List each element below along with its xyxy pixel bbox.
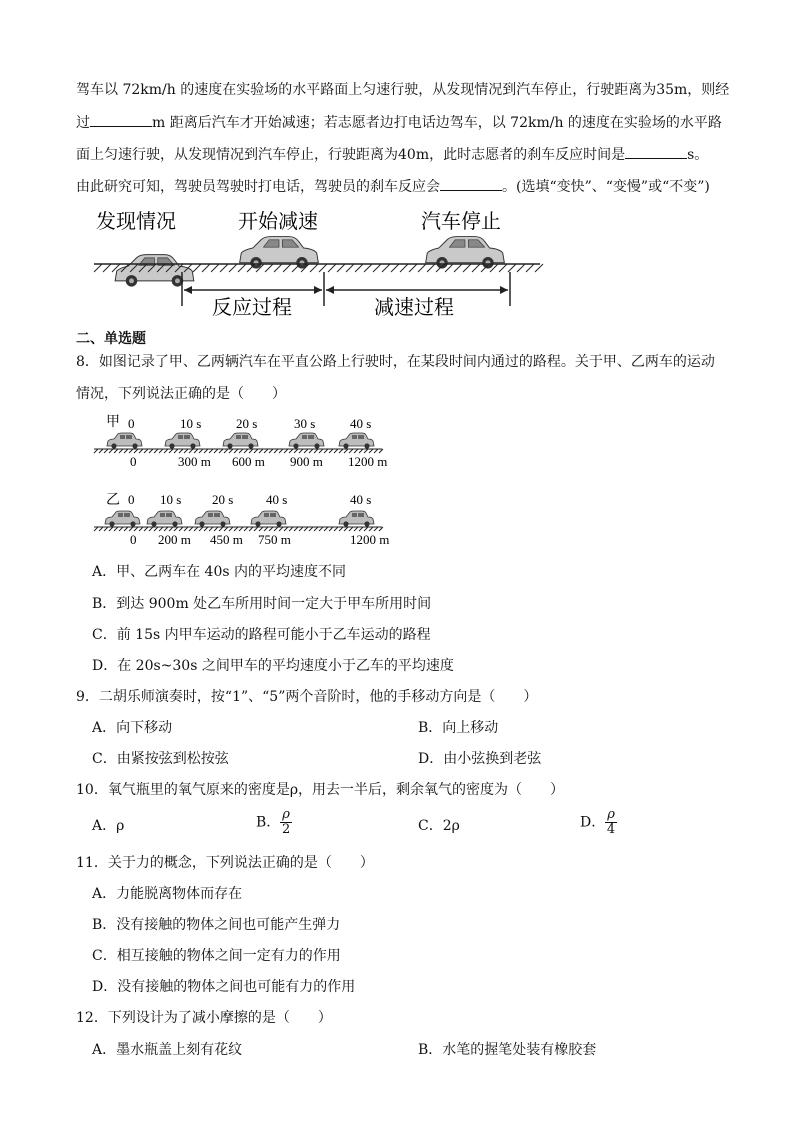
- distance-label: 0: [130, 454, 137, 469]
- car-jia-label: 甲: [106, 414, 120, 430]
- hatch-stroke: [454, 264, 462, 272]
- hatch-stroke: [119, 527, 123, 531]
- hatch-stroke: [324, 527, 328, 531]
- q8-option-a[interactable]: A．甲、乙两车在 40s 内的平均速度不同: [92, 564, 347, 580]
- hatch-stroke: [211, 264, 219, 272]
- hatch-stroke: [159, 527, 163, 531]
- hatch-stroke: [517, 264, 525, 272]
- hatch-stroke: [254, 449, 258, 453]
- hatch-stroke: [202, 264, 210, 272]
- car-icon: [147, 511, 182, 527]
- hatch-stroke: [269, 449, 273, 453]
- fraction: [605, 808, 617, 837]
- hatch-stroke: [244, 449, 248, 453]
- hatch-stroke: [374, 527, 378, 531]
- hatch-stroke: [219, 527, 223, 531]
- answer-blank[interactable]: [625, 144, 687, 159]
- hatch-stroke: [204, 527, 208, 531]
- q12-option-b[interactable]: B．水笔的握笔处装有橡胶套: [418, 1042, 597, 1058]
- q7-line-3: [76, 144, 708, 165]
- hatch-stroke: [349, 527, 353, 531]
- hatch-stroke: [329, 449, 333, 453]
- hatch-stroke: [264, 449, 268, 453]
- hatch-stroke: [184, 527, 188, 531]
- hatch-stroke: [346, 264, 354, 272]
- hatch-stroke: [129, 449, 133, 453]
- hatch-stroke: [364, 527, 368, 531]
- hatch-stroke: [391, 264, 399, 272]
- hatch-stroke: [304, 449, 308, 453]
- hatch-stroke: [124, 527, 128, 531]
- q8-option-c[interactable]: C．前 15s 内甲车运动的路程可能小于乙车运动的路程: [92, 627, 431, 643]
- q9-stem: 9．二胡乐师演奏时，按“1”、“5”两个音阶时，他的手移动方向是（ ）: [76, 689, 538, 705]
- hatch-stroke: [149, 527, 153, 531]
- hatch-stroke: [374, 449, 378, 453]
- fraction-numerator: ρ: [282, 807, 290, 822]
- fraction: [280, 808, 292, 837]
- hatch-stroke: [220, 264, 228, 272]
- q7-line-1: 驾车以 72km/h 的速度在实验场的水平路面上匀速行驶，从发现情况到汽车停止，行驶距离为35m，则经: [76, 82, 730, 98]
- hatch-stroke: [354, 449, 358, 453]
- distance-label: 0: [130, 532, 137, 547]
- hatch-stroke: [284, 527, 288, 531]
- hatch-stroke: [99, 527, 103, 531]
- hatch-stroke: [334, 449, 338, 453]
- hatch-stroke: [109, 449, 113, 453]
- hatch-stroke: [265, 264, 273, 272]
- hatch-stroke: [379, 527, 383, 531]
- hatch-stroke: [369, 527, 373, 531]
- section-heading: 二、单选题: [76, 331, 146, 347]
- hatch-stroke: [369, 449, 373, 453]
- car-icon: [165, 433, 200, 449]
- q11-option-d[interactable]: D．没有接触的物体之间也可能有力的作用: [92, 979, 356, 995]
- hatch-stroke: [169, 449, 173, 453]
- hatch-stroke: [164, 527, 168, 531]
- label-car-stop: 汽车停止: [421, 209, 501, 233]
- hatch-stroke: [154, 449, 158, 453]
- hatch-stroke: [373, 264, 381, 272]
- hatch-stroke: [274, 264, 282, 272]
- braking-process-figure: [88, 202, 548, 322]
- q7-text: 。(选填“变快”、“变慢”或“不变”): [502, 179, 710, 195]
- option-label: D．: [580, 814, 606, 831]
- hatch-stroke: [314, 449, 318, 453]
- hatch-stroke: [328, 264, 336, 272]
- car-yi-label: 乙: [106, 492, 120, 508]
- hatch-stroke: [179, 449, 183, 453]
- hatch-stroke: [319, 527, 323, 531]
- distance-label: 300 m: [178, 454, 211, 469]
- q7-line-4: [76, 176, 710, 197]
- car-icon: [195, 511, 230, 527]
- time-label: 10 s: [160, 492, 182, 507]
- hatch-stroke: [292, 264, 300, 272]
- hatch-stroke: [334, 527, 338, 531]
- q9-option-b[interactable]: B．向上移动: [418, 720, 499, 736]
- hatch-stroke: [194, 527, 198, 531]
- hatch-stroke: [299, 449, 303, 453]
- hatch-stroke: [382, 264, 390, 272]
- road-hatch: [94, 527, 383, 531]
- hatch-stroke: [274, 527, 278, 531]
- hatch-stroke: [249, 449, 253, 453]
- hatch-stroke: [149, 449, 153, 453]
- hatch-stroke: [339, 449, 343, 453]
- hatch-stroke: [224, 449, 228, 453]
- hatch-stroke: [214, 527, 218, 531]
- hatch-stroke: [283, 264, 291, 272]
- car-icon: [223, 433, 258, 449]
- hatch-stroke: [214, 449, 218, 453]
- hatch-stroke: [249, 527, 253, 531]
- hatch-stroke: [114, 527, 118, 531]
- distance-label: 1200 m: [348, 454, 388, 469]
- hatch-stroke: [179, 527, 183, 531]
- hatch-stroke: [463, 264, 471, 272]
- fraction-denominator: 2: [281, 822, 291, 837]
- hatch-stroke: [329, 527, 333, 531]
- q9-option-d[interactable]: D．由小弦换到老弦: [418, 751, 542, 767]
- distance-label: 200 m: [158, 532, 191, 547]
- hatch-stroke: [103, 264, 111, 272]
- hatch-stroke: [289, 449, 293, 453]
- q12-stem: 12．下列设计为了减小摩擦的是（ ）: [76, 1010, 332, 1026]
- hatch-stroke: [184, 449, 188, 453]
- q7-line-2: [76, 112, 722, 133]
- hatch-stroke: [144, 527, 148, 531]
- hatch-stroke: [124, 449, 128, 453]
- hatch-stroke: [279, 527, 283, 531]
- hatch-stroke: [109, 527, 113, 531]
- q12-option-a[interactable]: A．墨水瓶盖上刻有花纹: [92, 1042, 243, 1058]
- hatch-stroke: [199, 449, 203, 453]
- hatch-stroke: [154, 527, 158, 531]
- car-icon: [289, 433, 324, 449]
- hatch-stroke: [139, 449, 143, 453]
- hatch-stroke: [339, 527, 343, 531]
- hatch-stroke: [418, 264, 426, 272]
- hatch-stroke: [379, 449, 383, 453]
- hatch-stroke: [199, 527, 203, 531]
- time-label: 40 s: [266, 492, 288, 507]
- time-label: 40 s: [350, 416, 372, 431]
- time-label: 20 s: [212, 492, 234, 507]
- hatch-stroke: [304, 527, 308, 531]
- hatch-stroke: [239, 527, 243, 531]
- q11-option-c[interactable]: C．相互接触的物体之间一定有力的作用: [92, 948, 341, 964]
- hatch-stroke: [234, 449, 238, 453]
- cars-distance-figure: [92, 410, 402, 550]
- q8-option-b[interactable]: B．到达 900m 处乙车所用时间一定大于甲车所用时间: [92, 596, 432, 612]
- hatch-stroke: [104, 449, 108, 453]
- car-icon: [105, 511, 140, 527]
- q7-text: s。: [687, 147, 709, 163]
- car-icon: [339, 433, 374, 449]
- distance-label: 900 m: [290, 454, 323, 469]
- hatch-stroke: [344, 449, 348, 453]
- hatch-stroke: [289, 527, 293, 531]
- hatch-stroke: [254, 527, 258, 531]
- car-icon: [339, 511, 374, 527]
- hatch-stroke: [224, 527, 228, 531]
- hatch-stroke: [99, 449, 103, 453]
- hatch-stroke: [204, 449, 208, 453]
- hatch-stroke: [134, 449, 138, 453]
- hatch-stroke: [209, 449, 213, 453]
- hatch-stroke: [234, 527, 238, 531]
- hatch-stroke: [314, 527, 318, 531]
- hatch-stroke: [139, 527, 143, 531]
- hatch-stroke: [229, 449, 233, 453]
- hatch-stroke: [238, 264, 246, 272]
- distance-label: 600 m: [232, 454, 265, 469]
- time-label: 40 s: [350, 492, 372, 507]
- q9-option-c[interactable]: C．由紧按弦到松按弦: [92, 751, 229, 767]
- hatch-stroke: [319, 264, 327, 272]
- q10-stem: 10．氧气瓶里的氧气原来的密度是ρ，用去一半后，剩余氧气的密度为（ ）: [76, 782, 565, 798]
- hatch-stroke: [169, 527, 173, 531]
- q8-option-d[interactable]: D．在 20s~30s 之间甲车的平均速度小于乙车的平均速度: [92, 658, 454, 674]
- hatch-stroke: [229, 264, 237, 272]
- q10-option-a[interactable]: A．ρ: [92, 818, 125, 834]
- car-icon: [107, 433, 142, 449]
- hatch-stroke: [134, 527, 138, 531]
- label-discover: 发现情况: [96, 209, 176, 233]
- hatch-stroke: [294, 527, 298, 531]
- q7-text: 由此研究可知，驾驶员驾驶时打电话，驾驶员的刹车反应会: [76, 179, 440, 195]
- hatch-stroke: [269, 527, 273, 531]
- hatch-stroke: [94, 449, 98, 453]
- hatch-stroke: [409, 264, 417, 272]
- distance-label: 450 m: [210, 532, 243, 547]
- time-label: 20 s: [236, 416, 258, 431]
- distance-label: 750 m: [258, 532, 291, 547]
- car-icon: [251, 511, 286, 527]
- hatch-stroke: [526, 264, 534, 272]
- q11-stem: 11．关于力的概念，下列说法正确的是（ ）: [76, 855, 374, 871]
- hatch-stroke: [94, 527, 98, 531]
- hatch-stroke: [174, 527, 178, 531]
- time-label: 10 s: [180, 416, 202, 431]
- hatch-stroke: [209, 527, 213, 531]
- hatch-stroke: [535, 264, 543, 272]
- hatch-stroke: [259, 449, 263, 453]
- hatch-stroke: [193, 264, 201, 272]
- hatch-stroke: [508, 264, 516, 272]
- hatch-stroke: [427, 264, 435, 272]
- hatch-stroke: [279, 449, 283, 453]
- hatch-stroke: [355, 264, 363, 272]
- hatch-stroke: [189, 449, 193, 453]
- q10-option-d[interactable]: [580, 808, 617, 837]
- hatch-stroke: [400, 264, 408, 272]
- hatch-stroke: [194, 449, 198, 453]
- q10-option-b[interactable]: [256, 808, 292, 837]
- answer-blank[interactable]: [90, 112, 152, 127]
- q9-option-a[interactable]: A．向下移动: [92, 720, 173, 736]
- hatch-stroke: [309, 449, 313, 453]
- distance-label: 1200 m: [350, 532, 390, 547]
- hatch-stroke: [284, 449, 288, 453]
- hatch-stroke: [472, 264, 480, 272]
- hatch-stroke: [319, 449, 323, 453]
- option-label: B．: [256, 814, 281, 831]
- time-label: 0: [128, 416, 135, 431]
- hatch-stroke: [364, 264, 372, 272]
- fraction-denominator: 4: [606, 822, 616, 837]
- label-braking: 减速过程: [374, 295, 454, 319]
- hatch-stroke: [119, 449, 123, 453]
- hatch-stroke: [294, 449, 298, 453]
- hatch-stroke: [349, 449, 353, 453]
- time-label: 30 s: [294, 416, 316, 431]
- hatch-stroke: [239, 449, 243, 453]
- hatch-stroke: [264, 527, 268, 531]
- hatch-stroke: [324, 449, 328, 453]
- hatch-stroke: [364, 449, 368, 453]
- hatch-stroke: [354, 527, 358, 531]
- hatch-stroke: [499, 264, 507, 272]
- hatch-stroke: [129, 527, 133, 531]
- q11-option-a[interactable]: A．力能脱离物体而存在: [92, 886, 243, 902]
- hatch-stroke: [337, 264, 345, 272]
- hatch-stroke: [244, 527, 248, 531]
- hatch-stroke: [309, 527, 313, 531]
- road-hatch: [94, 449, 383, 453]
- hatch-stroke: [114, 449, 118, 453]
- hatch-stroke: [274, 449, 278, 453]
- label-start-braking: 开始减速: [238, 209, 318, 233]
- q7-text: m 距离后汽车才开始减速；若志愿者边打电话边驾车，以 72km/h 的速度在实验场的水平路: [152, 115, 722, 131]
- hatch-stroke: [359, 527, 363, 531]
- label-reaction: 反应过程: [212, 295, 292, 319]
- hatch-stroke: [189, 527, 193, 531]
- hatch-stroke: [104, 527, 108, 531]
- hatch-stroke: [219, 449, 223, 453]
- hatch-stroke: [259, 527, 263, 531]
- q7-text: 过: [76, 115, 90, 131]
- hatch-stroke: [359, 449, 363, 453]
- q11-option-b[interactable]: B．没有接触的物体之间也可能产生弹力: [92, 917, 341, 933]
- hatch-stroke: [299, 527, 303, 531]
- hatch-stroke: [229, 527, 233, 531]
- q7-text: 面上匀速行驶，从发现情况到汽车停止，行驶距离为40m，此时志愿者的刹车反应时间是: [76, 147, 626, 163]
- q8-stem-1: 8．如图记录了甲、乙两辆汽车在平直公路上行驶时，在某段时间内通过的路程。关于甲、乙两车的运动: [76, 354, 715, 370]
- hatch-stroke: [94, 264, 102, 272]
- q10-option-c[interactable]: C．2ρ: [418, 818, 460, 834]
- hatch-stroke: [174, 449, 178, 453]
- q8-stem-2: 情况，下列说法正确的是（ ）: [76, 386, 286, 402]
- hatch-stroke: [164, 449, 168, 453]
- hatch-stroke: [310, 264, 318, 272]
- time-label: 0: [128, 492, 135, 507]
- fraction-numerator: ρ: [607, 807, 615, 822]
- hatch-stroke: [159, 449, 163, 453]
- hatch-stroke: [144, 449, 148, 453]
- hatch-stroke: [344, 527, 348, 531]
- answer-blank[interactable]: [440, 176, 502, 191]
